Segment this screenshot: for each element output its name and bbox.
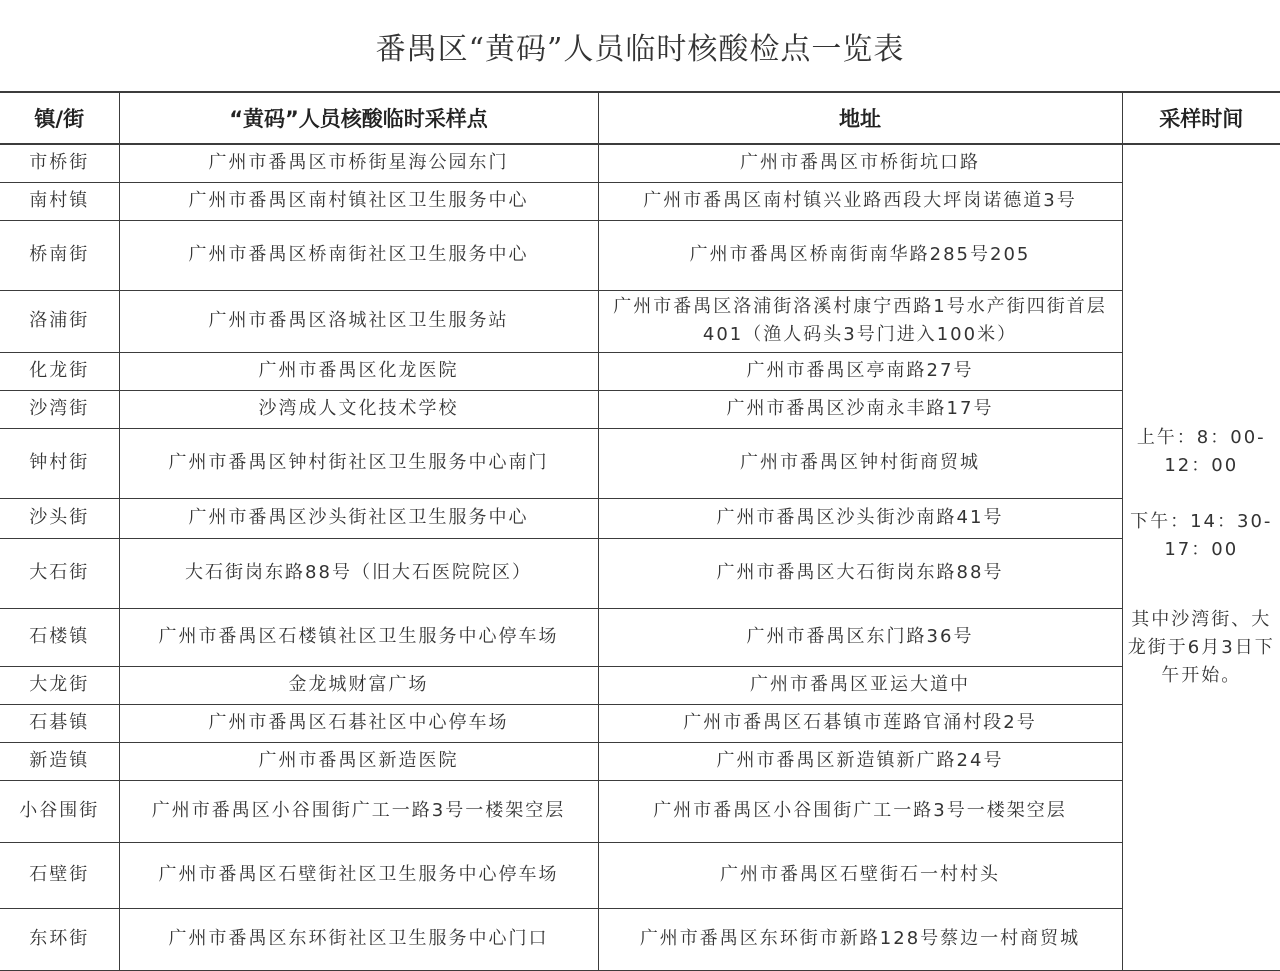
site-cell: 广州市番禺区石壁街社区卫生服务中心停车场: [119, 842, 598, 908]
town-cell: 沙湾街: [0, 390, 119, 428]
town-cell: 石楼镇: [0, 608, 119, 666]
table-row: [0, 908, 1280, 970]
table-row: [0, 352, 1280, 390]
afternoon-time: 下午：14：30-17：00: [1130, 511, 1273, 561]
address-cell: 广州市番禺区沙南永丰路17号: [598, 390, 1122, 428]
address-cell: 广州市番禺区石碁镇市莲路官涌村段2号: [598, 704, 1122, 742]
town-cell: 东环街: [0, 908, 119, 970]
town-cell: 新造镇: [0, 742, 119, 780]
town-cell: 大石街: [0, 538, 119, 608]
table-header-row: [0, 92, 1280, 144]
page-title: 番禺区“黄码”人员临时核酸检点一览表: [375, 32, 905, 67]
header-address: 地址: [598, 92, 1122, 144]
town-cell: 市桥街: [0, 144, 119, 182]
site-cell: 广州市番禺区化龙医院: [119, 352, 598, 390]
address-cell: 广州市番禺区沙头街沙南路41号: [598, 498, 1122, 538]
morning-time: 上午：8：00-12：00: [1136, 427, 1266, 477]
site-cell: 广州市番禺区石碁社区中心停车场: [119, 704, 598, 742]
table-row: [0, 290, 1280, 352]
header-town: 镇/街: [0, 92, 119, 144]
address-cell: 广州市番禺区小谷围街广工一路3号一楼架空层: [598, 780, 1122, 842]
town-cell: 石碁镇: [0, 704, 119, 742]
address-cell: 广州市番禺区亚运大道中: [598, 666, 1122, 704]
start-note: 其中沙湾街、大龙街于6月3日下午开始。: [1127, 609, 1275, 687]
address-cell: 广州市番禺区新造镇新广路24号: [598, 742, 1122, 780]
table-row: [0, 144, 1280, 182]
table-row: [0, 538, 1280, 608]
site-cell: 广州市番禺区桥南街社区卫生服务中心: [119, 220, 598, 290]
table-row: [0, 428, 1280, 498]
town-cell: 小谷围街: [0, 780, 119, 842]
site-cell: 广州市番禺区东环街社区卫生服务中心门口: [119, 908, 598, 970]
table-row: [0, 666, 1280, 704]
address-cell: 广州市番禺区钟村街商贸城: [598, 428, 1122, 498]
site-cell: 广州市番禺区南村镇社区卫生服务中心: [119, 182, 598, 220]
town-cell: 化龙街: [0, 352, 119, 390]
table-row: [0, 498, 1280, 538]
address-cell: 广州市番禺区东门路36号: [598, 608, 1122, 666]
town-cell: 桥南街: [0, 220, 119, 290]
address-cell: 广州市番禺区桥南街南华路285号205: [598, 220, 1122, 290]
table-row: [0, 704, 1280, 742]
site-cell: 广州市番禺区洛城社区卫生服务站: [119, 290, 598, 352]
table-row: [0, 780, 1280, 842]
town-cell: 石壁街: [0, 842, 119, 908]
site-cell: 广州市番禺区沙头街社区卫生服务中心: [119, 498, 598, 538]
address-cell: 广州市番禺区亭南路27号: [598, 352, 1122, 390]
table-row: [0, 390, 1280, 428]
site-cell: 广州市番禺区小谷围街广工一路3号一楼架空层: [119, 780, 598, 842]
table-row: [0, 182, 1280, 220]
town-cell: 洛浦街: [0, 290, 119, 352]
site-cell: 广州市番禺区钟村街社区卫生服务中心南门: [119, 428, 598, 498]
address-cell: 广州市番禺区东环街市新路128号蔡边一村商贸城: [598, 908, 1122, 970]
address-cell: 广州市番禺区大石街岗东路88号: [598, 538, 1122, 608]
site-cell: 沙湾成人文化技术学校: [119, 390, 598, 428]
town-cell: 南村镇: [0, 182, 119, 220]
table-row: [0, 220, 1280, 290]
testing-sites-table: [0, 91, 1280, 971]
sampling-time-cell: [1122, 144, 1280, 970]
site-cell: 广州市番禺区市桥街星海公园东门: [119, 144, 598, 182]
address-cell: 广州市番禺区南村镇兴业路西段大坪岗诺德道3号: [598, 182, 1122, 220]
town-cell: 钟村街: [0, 428, 119, 498]
town-cell: 沙头街: [0, 498, 119, 538]
town-cell: 大龙街: [0, 666, 119, 704]
address-cell: 广州市番禺区石壁街石一村村头: [598, 842, 1122, 908]
address-cell: 广州市番禺区洛浦街洛溪村康宁西路1号水产街四街首层401（渔人码头3号门进入100米）: [598, 290, 1122, 352]
header-site: “黄码”人员核酸临时采样点: [119, 92, 598, 144]
table-row: [0, 608, 1280, 666]
site-cell: 广州市番禺区新造医院: [119, 742, 598, 780]
site-cell: 广州市番禺区石楼镇社区卫生服务中心停车场: [119, 608, 598, 666]
table-row: [0, 742, 1280, 780]
site-cell: 金龙城财富广场: [119, 666, 598, 704]
table-row: [0, 842, 1280, 908]
site-cell: 大石街岗东路88号（旧大石医院院区）: [119, 538, 598, 608]
header-time: 采样时间: [1122, 92, 1280, 144]
address-cell: 广州市番禺区市桥街坑口路: [598, 144, 1122, 182]
